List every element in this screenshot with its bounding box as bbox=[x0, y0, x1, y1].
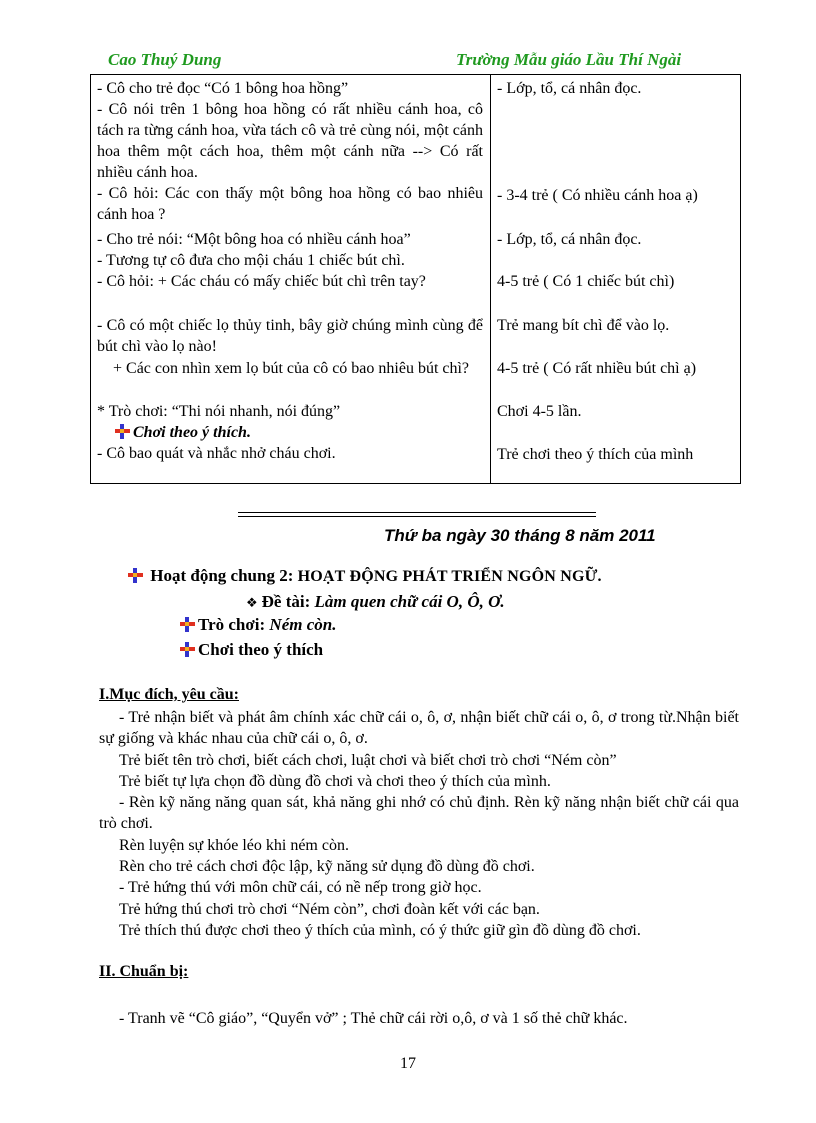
table-row-6-right: 4-5 trẻ ( Có rất nhiều bút chì ạ) bbox=[497, 360, 697, 377]
section-1-heading: I.Mục đích, yêu cầu: bbox=[99, 686, 239, 703]
double-divider bbox=[238, 512, 596, 517]
table-row-5-left: - Cô có một chiếc lọ thủy tinh, bây giờ chúng mình cùng để bút chì vào lọ nào! bbox=[97, 317, 483, 355]
table-row-1-right: - Lớp, tổ, cá nhân đọc. bbox=[497, 80, 642, 97]
table-row-2-left: - Cô hỏi: Các con thấy một bông hoa hồng có bao nhiêu cánh hoa ? bbox=[97, 185, 483, 223]
free-play-line: Chơi theo ý thích bbox=[180, 640, 323, 660]
table-row-4-right: 4-5 trẻ ( Có 1 chiếc bút chì) bbox=[497, 273, 675, 290]
table-column-divider bbox=[490, 75, 491, 483]
activity-table bbox=[90, 74, 741, 484]
section-2-body: - Tranh vẽ “Cô giáo”, “Quyển vở” ; Thẻ chữ cái rời o,ô, ơ và 1 số thẻ chữ khác. bbox=[119, 1010, 628, 1027]
table-row-2-right: - 3-4 trẻ ( Có nhiều cánh hoa ạ) bbox=[497, 187, 698, 204]
table-row-1-left: - Cô cho trẻ đọc “Có 1 bông hoa hồng” - Cô nói trên 1 bông hoa hồng có rất nhiều cánh hoa, cô tách ra từng cánh hoa, vừa tách cô và trẻ cùng nói, một cánh hoa thêm một cách hoa, thêm một cánh nữa --> Có rất nhiều cánh hoa. bbox=[97, 80, 483, 181]
table-row-4-left: - Cô hỏi: + Các cháu có mấy chiếc bút chì trên tay? bbox=[97, 273, 426, 290]
plus-bullet-icon bbox=[180, 642, 195, 657]
table-row-6-left: + Các con nhìn xem lọ bút của cô có bao nhiêu bút chì? bbox=[113, 360, 470, 377]
table-row-3-left: - Cho trẻ nói: “Một bông hoa có nhiều cánh hoa” - Tương tự cô đưa cho mội cháu 1 chiếc bút chì. bbox=[97, 231, 411, 269]
plus-bullet-icon bbox=[128, 568, 143, 583]
activity-line: Hoạt động chung 2: HOẠT ĐỘNG PHÁT TRIỂN NGÔN NGỮ. bbox=[128, 566, 602, 586]
table-row-8-right: Trẻ chơi theo ý thích của mình bbox=[497, 446, 694, 463]
topic-line: ❖ Đề tài: Làm quen chữ cái O, Ô, Ơ. bbox=[246, 592, 505, 611]
table-row-7-left: * Trò chơi: “Thi nói nhanh, nói đúng” bbox=[97, 403, 341, 420]
plus-bullet-icon bbox=[180, 617, 195, 632]
table-row-3-right: - Lớp, tổ, cá nhân đọc. bbox=[497, 231, 642, 248]
game-line: Trò chơi: Ném còn. bbox=[180, 615, 336, 635]
table-row-7-right: Chơi 4-5 lần. bbox=[497, 403, 582, 420]
table-row-5-right: Trẻ mang bít chì để vào lọ. bbox=[497, 317, 670, 334]
section-1-body: - Trẻ nhận biết và phát âm chính xác chữ cái o, ô, ơ, nhận biết chữ cái o, ô, ơ trong từ.Nhận biết sự giống và khác nhau của chữ cái o, ô, ơ. Trẻ biết tên trò chơi, biết cách chơi, luật chơi và biết chơi trò chơi “Ném còn” Trẻ biết tự lựa chọn đồ dùng đồ chơi và chơi theo ý thích của mình. - Rèn kỹ năng năng quan sát, khả năng ghi nhớ có chủ định. Rèn kỹ năng nhận biết chữ cái qua trò chơi. Rèn luyện sự khóe léo khi ném còn. Rèn cho trẻ cách chơi độc lập, kỹ năng sử dụng đồ dùng đồ chơi. - Trẻ hứng thú với môn chữ cái, có nề nếp trong giờ học. Trẻ hứng thú chơi trò chơi “Ném còn”, chơi đoàn kết với các bạn. Trẻ thích thú được chơi theo ý thích của mình, có ý thức giữ gìn đồ dùng đồ chơi. bbox=[99, 709, 739, 939]
header-school: Trường Mẫu giáo Lầu Thí Ngài bbox=[456, 50, 682, 69]
header-author: Cao Thuý Dung bbox=[108, 50, 222, 69]
page-number: 17 bbox=[400, 1055, 416, 1072]
section-2-heading: II. Chuẩn bị: bbox=[99, 963, 189, 980]
table-row-8-left: Chơi theo ý thích. - Cô bao quát và nhắc nhở cháu chơi. bbox=[97, 424, 336, 462]
date-heading: Thứ ba ngày 30 tháng 8 năm 2011 bbox=[384, 526, 656, 545]
plus-bullet-icon bbox=[115, 424, 130, 439]
diamond-bullet-icon: ❖ bbox=[246, 595, 258, 610]
